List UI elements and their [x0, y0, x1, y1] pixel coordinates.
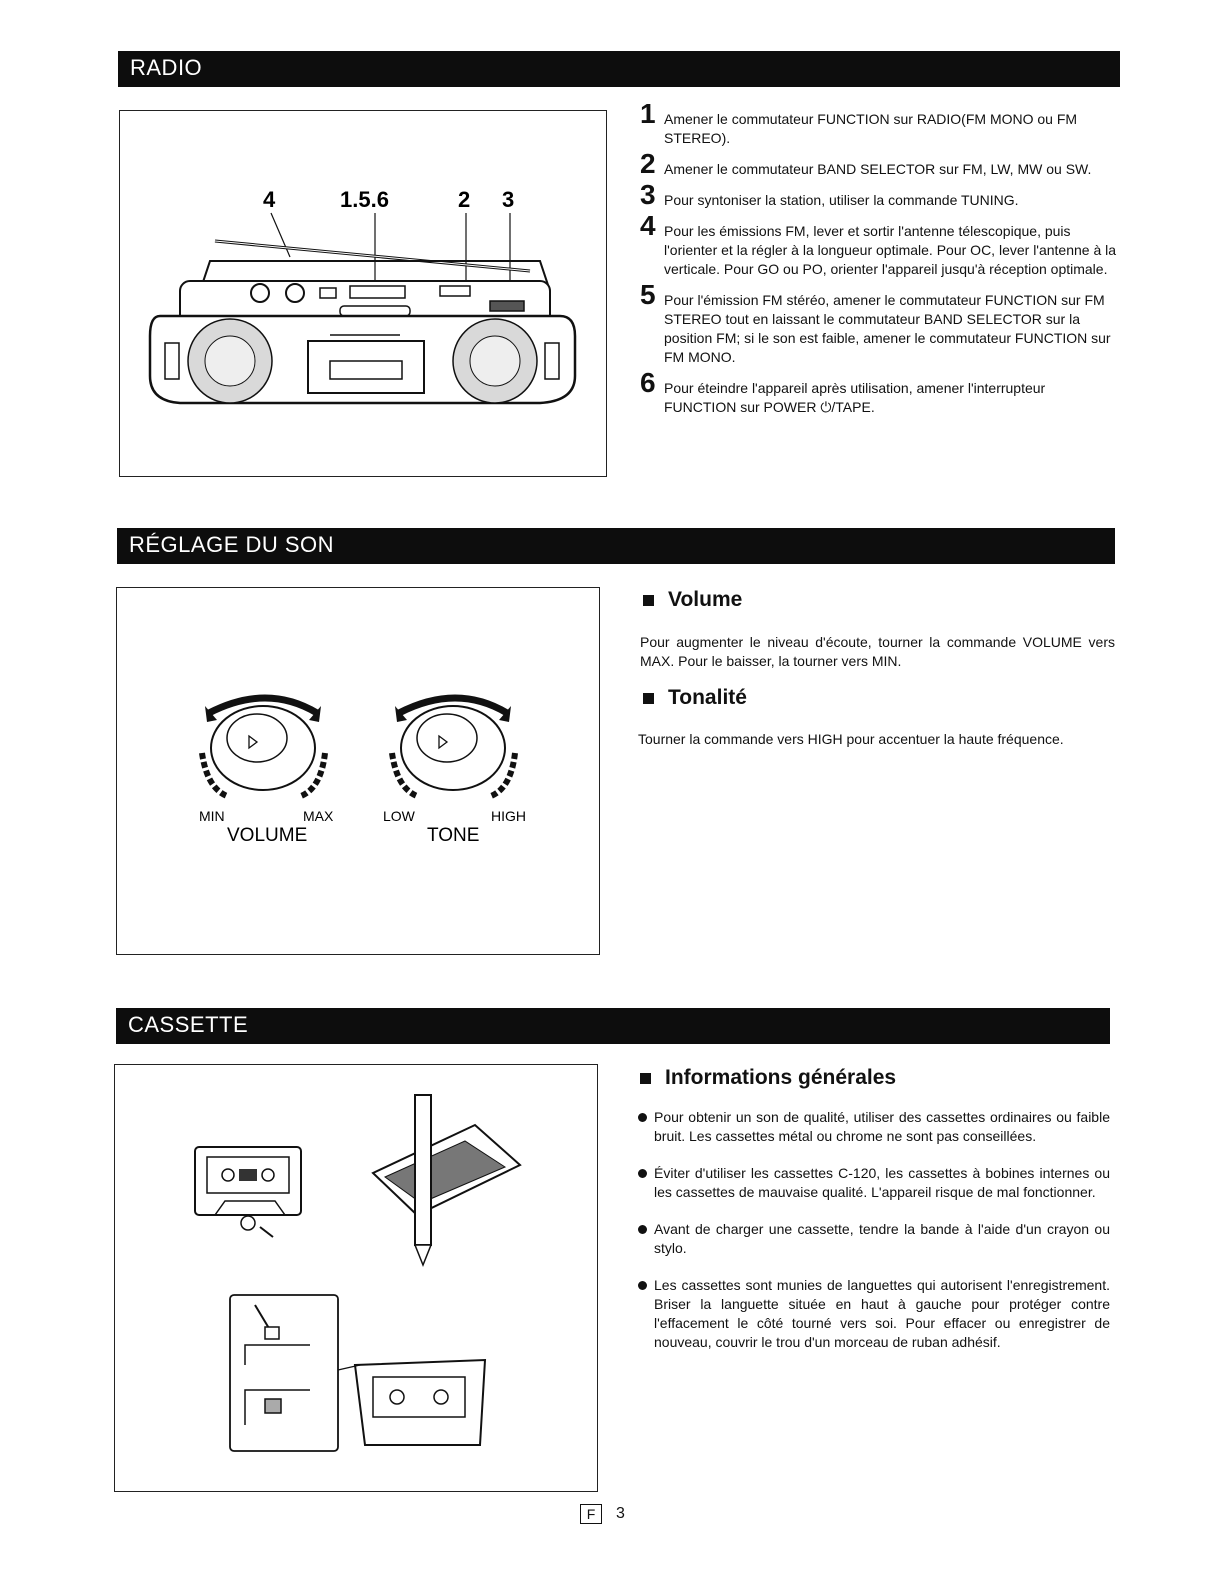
page-number: 3 [616, 1505, 625, 1522]
volume-tone-knobs-illustration [117, 588, 599, 954]
square-bullet-icon [643, 693, 654, 704]
radio-step [640, 179, 1120, 210]
volume-paragraph: Pour augmenter le niveau d'écoute, tourner la commande VOLUME vers MAX. Pour le baisser, la tourner vers MIN. [640, 634, 1115, 669]
knob-label-high: HIGH [491, 808, 526, 824]
cassette-info-heading-text: Informations générales [665, 1066, 897, 1089]
tone-heading-text: Tonalité [668, 686, 747, 709]
radio-section-header [118, 51, 1120, 87]
knob-label-tone: TONE [427, 825, 480, 846]
step-text: Amener le commutateur FUNCTION sur RADIO(FM MONO ou FM STEREO). [664, 111, 1078, 146]
radio-step [640, 279, 1120, 367]
cassette-info-heading [640, 1066, 896, 1090]
list-item [638, 1220, 1110, 1258]
bullet-text: Les cassettes sont munies de languettes qui autorisent l'enregistrement. Briser la languette située en haut à gauche pour protéger contre l'effacement le côté tourné vers soi. Pour effacer ou enregistrer de nouveau, couvrir le trou d'un morceau de ruban adhésif. [654, 1277, 1110, 1350]
step-number: 4 [640, 210, 656, 241]
step-text: Pour éteindre l'appareil après utilisation, amener l'interrupteur FUNCTION sur POWER ⏻/TAPE. [664, 380, 1046, 415]
sound-diagram-frame [116, 587, 600, 955]
radio-step [640, 210, 1120, 279]
cassette-bullet-list [638, 1108, 1110, 1370]
callout-label-156: 1.5.6 [340, 187, 389, 212]
cassette-handling-illustration [115, 1065, 597, 1491]
callout-label-2: 2 [458, 187, 471, 212]
bullet-dot-icon [638, 1281, 647, 1290]
step-number: 3 [640, 179, 656, 210]
bullet-text: Éviter d'utiliser les cassettes C-120, les cassettes à bobines internes ou les cassettes de mauvaise qualité. L'appareil risque de mal fonctionner. [654, 1165, 1110, 1200]
sound-section-header [117, 528, 1115, 564]
knob-label-min: MIN [199, 808, 225, 824]
step-number: 2 [640, 148, 656, 179]
square-bullet-icon [640, 1073, 651, 1084]
step-number: 1 [640, 98, 656, 129]
knob-label-volume: VOLUME [227, 825, 308, 846]
knob-label-max: MAX [303, 808, 334, 824]
list-item [638, 1108, 1110, 1146]
bullet-dot-icon [638, 1169, 647, 1178]
square-bullet-icon [643, 595, 654, 606]
radio-steps [640, 98, 1120, 429]
step-text: Pour l'émission FM stéréo, amener le commutateur FUNCTION sur FM STEREO tout en laissant le commutateur BAND SELECTOR sur la position FM; si le son est faible, amener le commutateur FUNCTION sur FM MONO. [664, 292, 1111, 365]
knob-label-low: LOW [383, 808, 415, 824]
step-number: 6 [640, 367, 656, 398]
callout-label-4: 4 [263, 187, 276, 212]
language-code-box: F [580, 1504, 602, 1524]
radio-step [640, 367, 1120, 417]
cassette-diagram-frame [114, 1064, 598, 1492]
step-text: Pour syntoniser la station, utiliser la commande TUNING. [664, 192, 1019, 208]
step-number: 5 [640, 279, 656, 310]
step-text: Amener le commutateur BAND SELECTOR sur FM, LW, MW ou SW. [664, 161, 1092, 177]
sound-section-title: RÉGLAGE DU SON [129, 532, 335, 557]
page-footer [580, 1504, 625, 1524]
list-item [638, 1276, 1110, 1352]
volume-heading-text: Volume [668, 588, 743, 611]
cassette-section-title: CASSETTE [128, 1012, 249, 1037]
step-text: Pour les émissions FM, lever et sortir l'antenne télescopique, puis l'orienter et la régler à la longueur optimale. Pour OC, lever l'antenne à la verticale. Pour GO ou PO, orienter l'appareil jusqu'à réception optimale. [664, 223, 1117, 277]
tone-paragraph: Tourner la commande vers HIGH pour accentuer la haute fréquence. [638, 731, 1064, 747]
bullet-text: Avant de charger une cassette, tendre la bande à l'aide d'un crayon ou stylo. [654, 1221, 1110, 1256]
radio-cassette-player-illustration [120, 111, 606, 476]
bullet-dot-icon [638, 1225, 647, 1234]
bullet-dot-icon [638, 1113, 647, 1122]
volume-heading [643, 588, 742, 612]
bullet-text: Pour obtenir un son de qualité, utiliser des cassettes ordinaires ou faible bruit. Les cassettes métal ou chrome ne sont pas conseillées. [654, 1109, 1110, 1144]
radio-step [640, 98, 1120, 148]
radio-section-title: RADIO [130, 55, 203, 80]
tone-heading [643, 686, 747, 710]
radio-step [640, 148, 1120, 179]
list-item [638, 1164, 1110, 1202]
radio-diagram-frame [119, 110, 607, 477]
callout-label-3: 3 [502, 187, 515, 212]
cassette-section-header [116, 1008, 1110, 1044]
